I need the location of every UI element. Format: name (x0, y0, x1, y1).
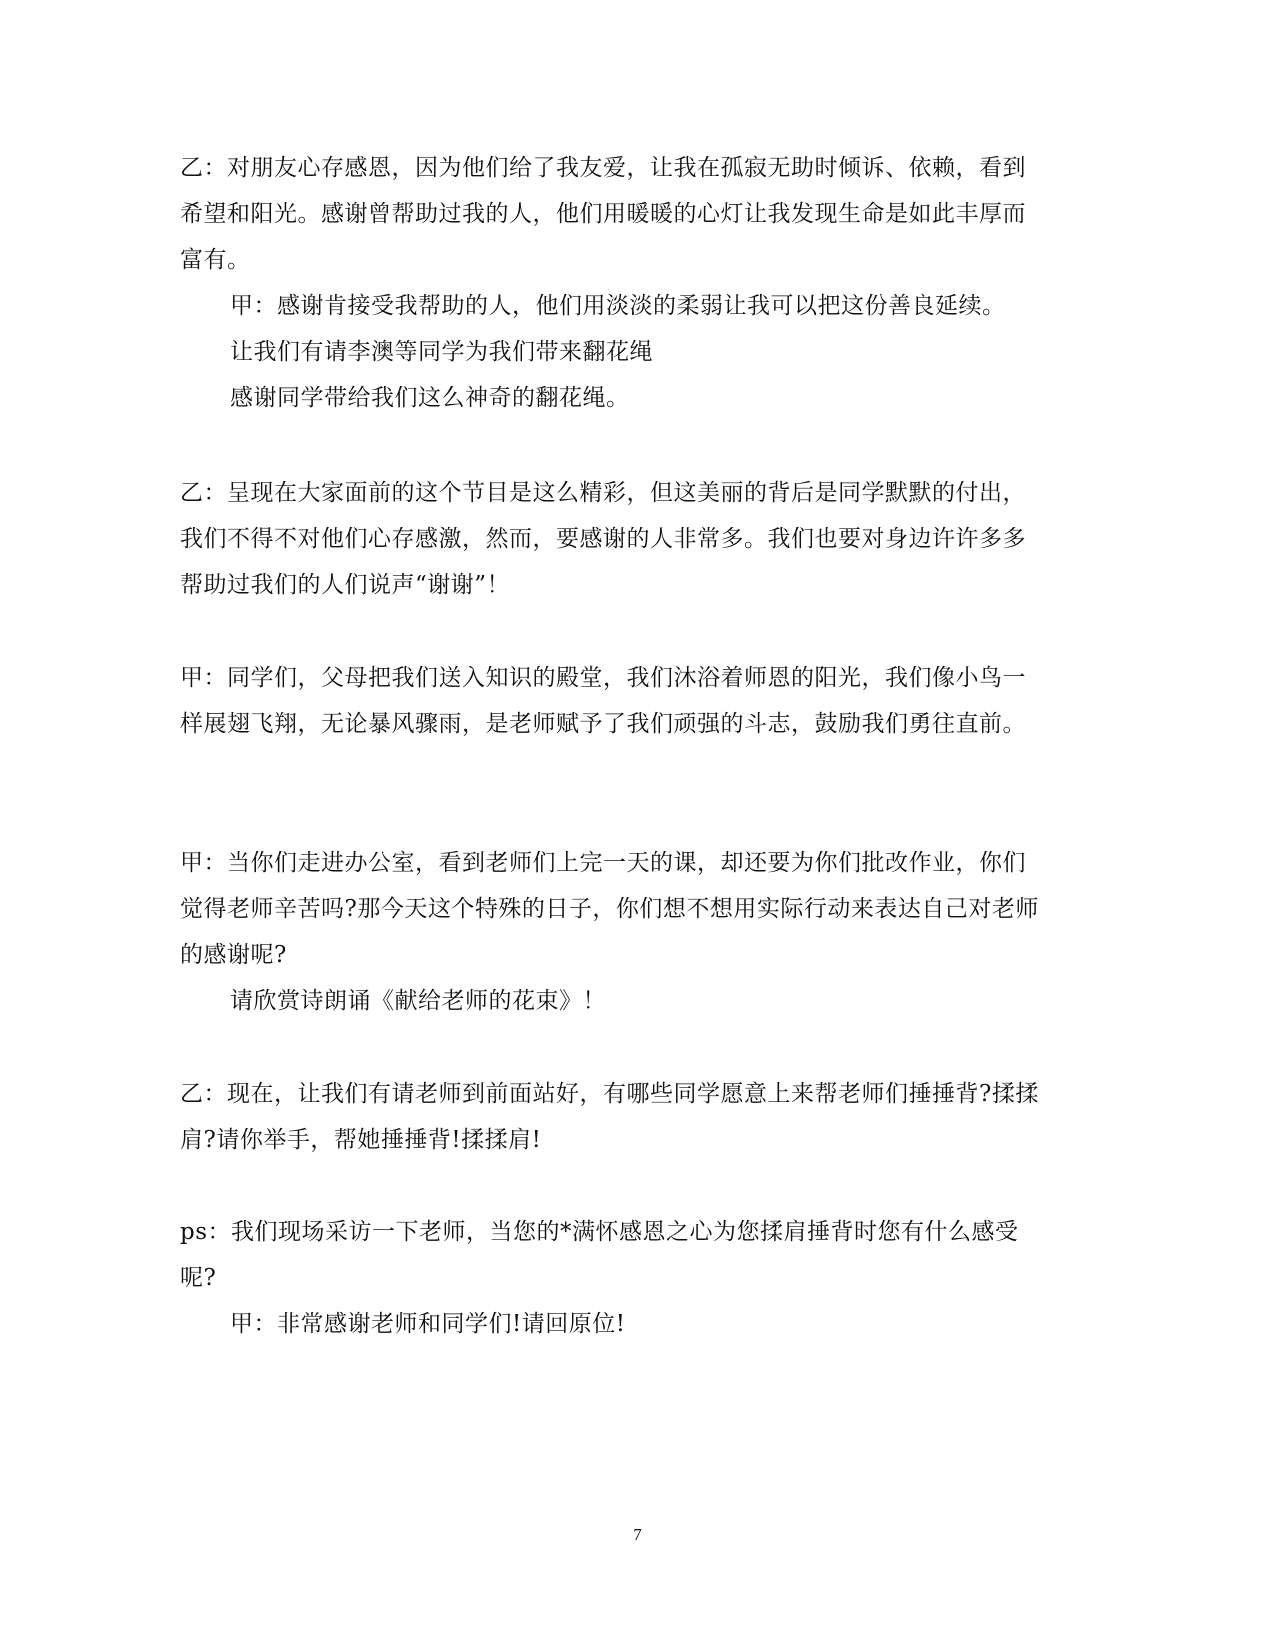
paragraph-return-seats: 甲：非常感谢老师和同学们!请回原位! (230, 1311, 626, 1337)
paragraph-friends-gratitude: 乙：对朋友心存感恩，因为他们给了我友爱，让我在孤寂无助时倾诉、依赖，看到希望和阳光。感谢曾帮助过我的人，他们用暖暖的心灯让我发现生命是如此丰厚而富有。 (180, 155, 1026, 273)
paragraph-office-visit: 甲：当你们走进办公室，看到老师们上完一天的课，却还要为你们批改作业，你们觉得老师辛苦吗?那今天这个特殊的日子，你们想不想用实际行动来表达自己对老师的感谢呢? (180, 850, 1039, 968)
paragraph-massage-teachers: 乙：现在，让我们有请老师到前面站好，有哪些同学愿意上来帮老师们捶捶背?揉揉肩?请你举手，帮她捶捶背!揉揉肩! (180, 1081, 1039, 1153)
page-number: 7 (633, 1525, 642, 1544)
paragraph-poem-recital: 请欣赏诗朗诵《献给老师的花束》！ (230, 988, 606, 1014)
paragraph-accept-help: 甲：感谢肯接受我帮助的人，他们用淡淡的柔弱让我可以把这份善良延续。 (230, 293, 1006, 319)
paragraph-program-wonderful: 乙：呈现在大家面前的这个节目是这么精彩，但这美丽的背后是同学默默的付出，我们不得不对他们心存感激，然而，要感谢的人非常多。我们也要对身边许许多多帮助过我们的人们说声“谢谢”！ (180, 480, 1026, 598)
paragraph-thanks-performance: 感谢同学带给我们这么神奇的翻花绳。 (230, 385, 630, 411)
paragraph-classmates-teachers: 甲：同学们，父母把我们送入知识的殿堂，我们沐浴着师恩的阳光，我们像小鸟一样展翅飞翔，无论暴风骤雨，是老师赋予了我们顽强的斗志，鼓励我们勇往直前。 (180, 665, 1026, 737)
paragraph-ps-interview: ps：我们现场采访一下老师，当您的*满怀感恩之心为您揉肩捶背时您有什么感受呢? (180, 1219, 1019, 1291)
paragraph-invite-performance: 让我们有请李澳等同学为我们带来翻花绳 (230, 339, 653, 365)
